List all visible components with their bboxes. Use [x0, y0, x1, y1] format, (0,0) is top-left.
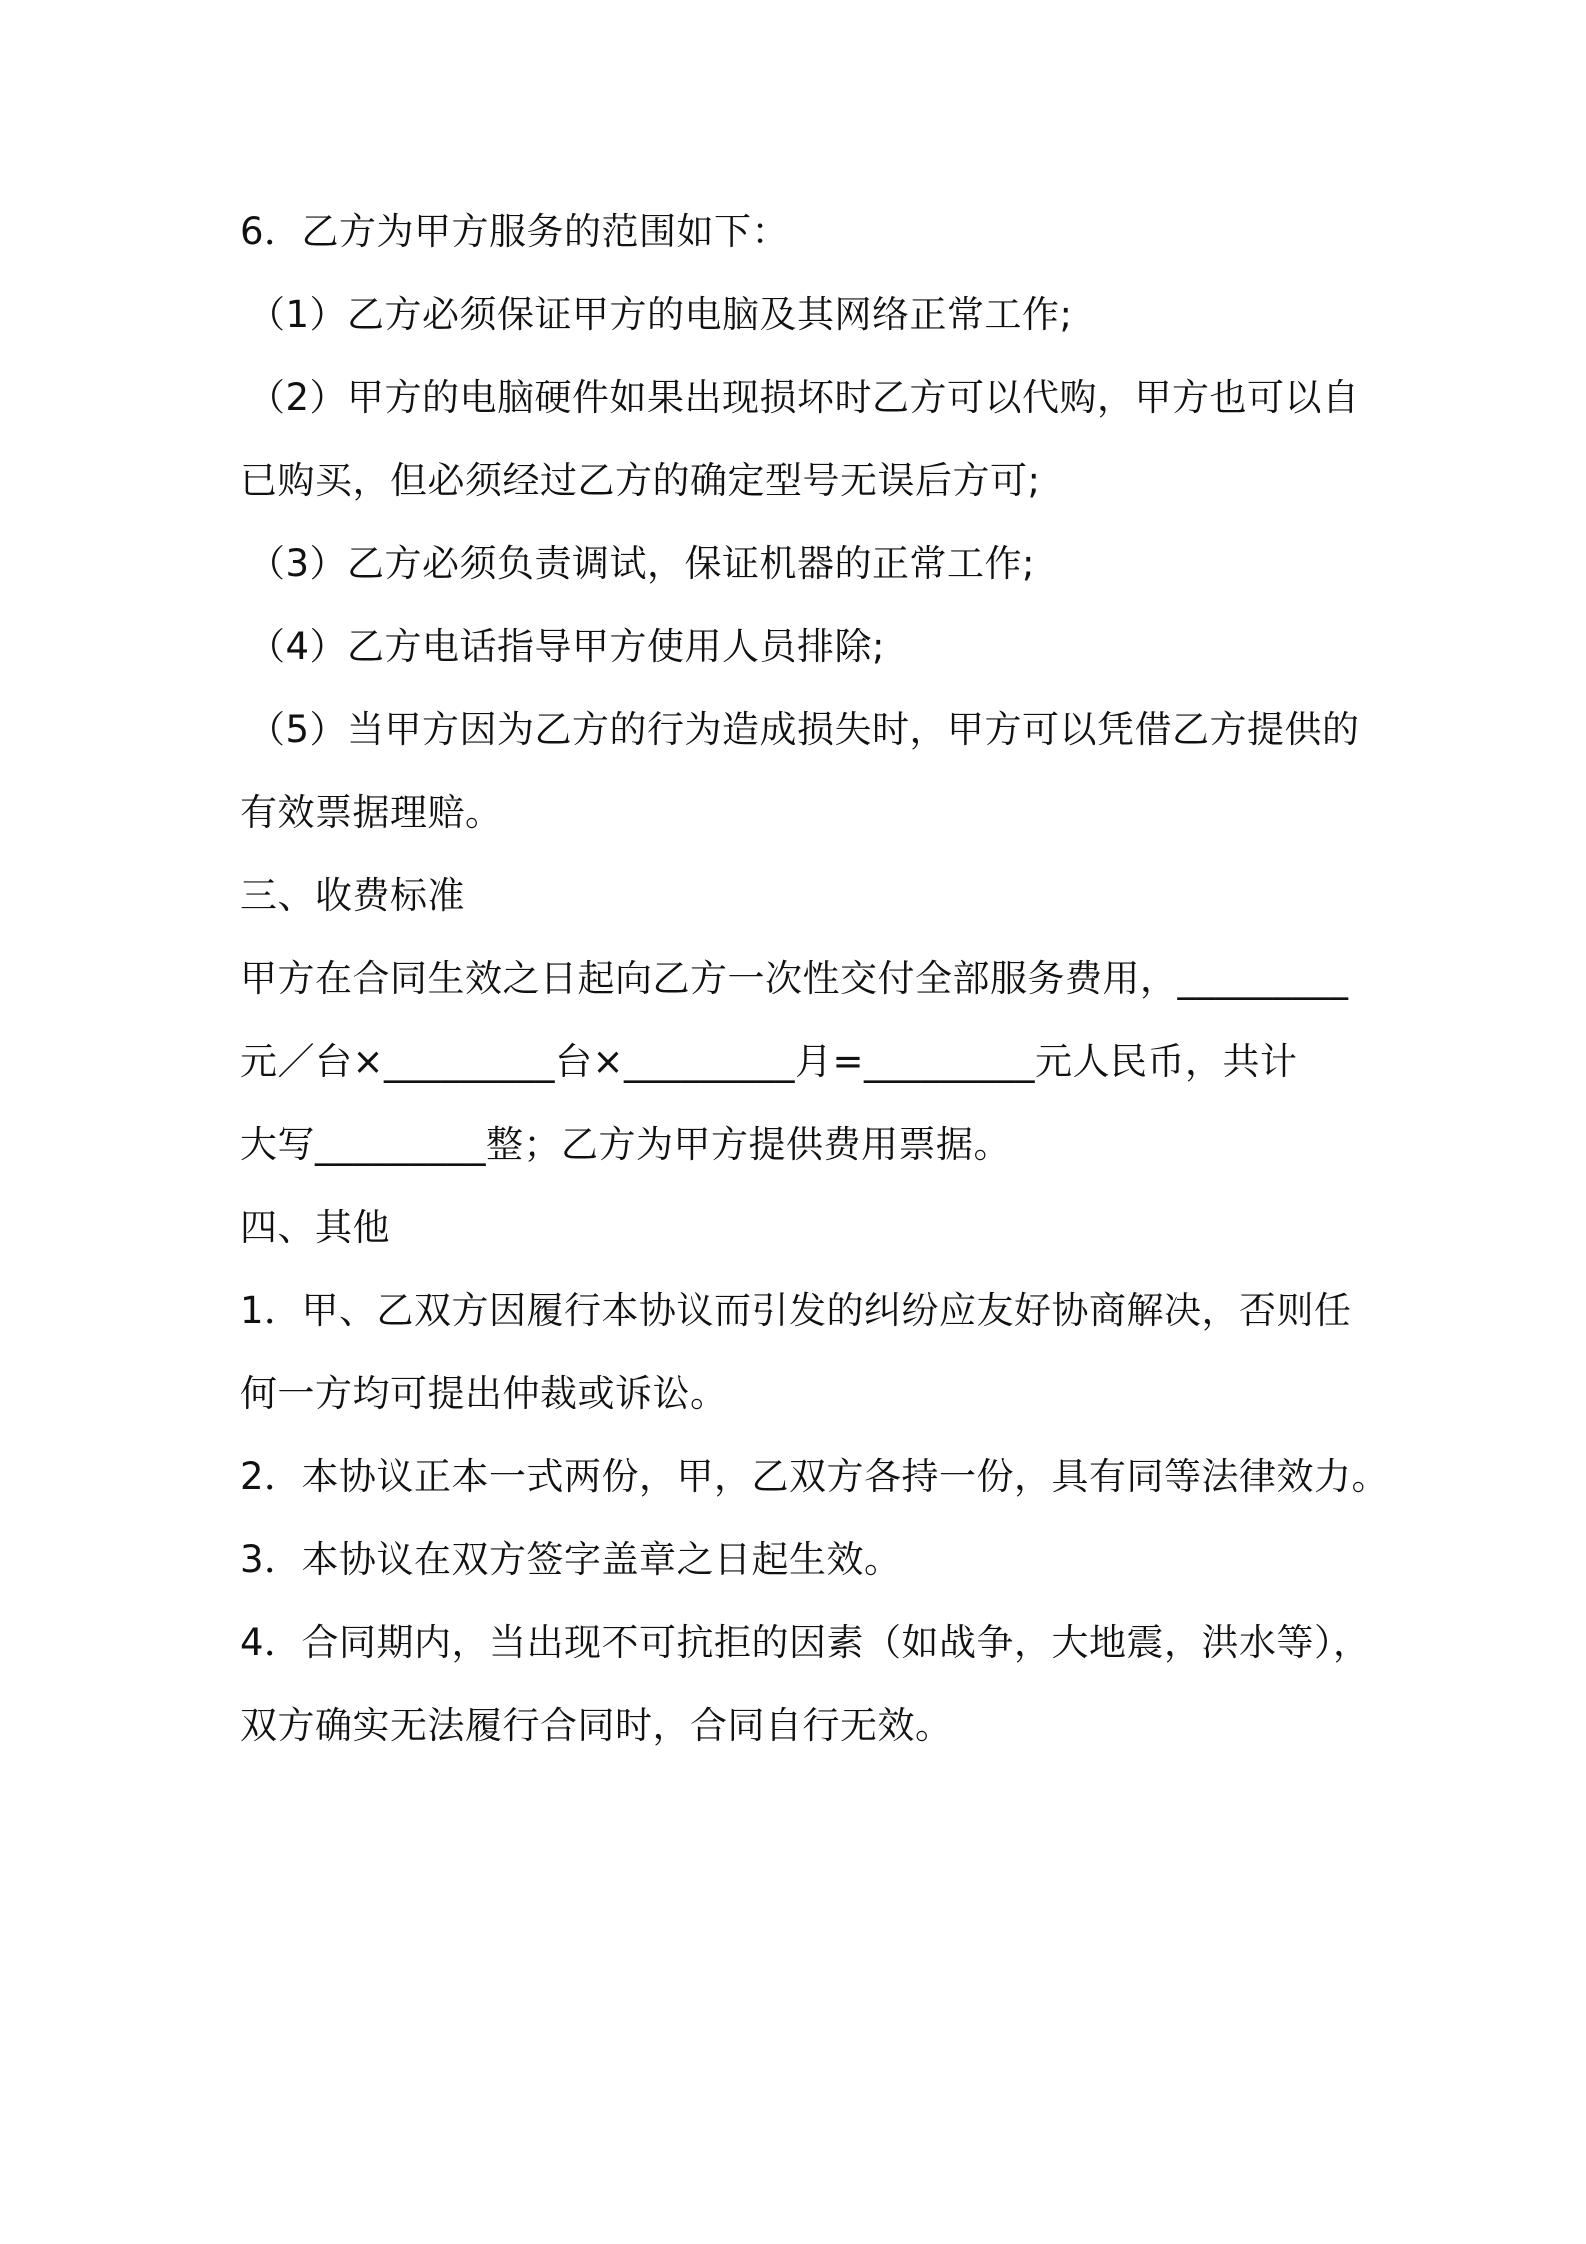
section-4-heading: 四、其他 [240, 1206, 390, 1249]
clause-6-item-2: （2）甲方的电脑硬件如果出现损坏时乙方可以代购，甲方也可以自 [248, 376, 1360, 419]
clause-6-item-5: （5）当甲方因为乙方的行为造成损失时，甲方可以凭借乙方提供的 [248, 708, 1360, 751]
other-clause-1: 1．甲、乙双方因履行本协议而引发的纠纷应友好协商解决，否则任 [240, 1289, 1352, 1332]
section-3-heading: 三、收费标准 [240, 874, 465, 917]
other-clause-2: 2．本协议正本一式两份，甲，乙双方各持一份，具有同等法律效力。 [240, 1455, 1390, 1498]
clause-6-item-5-continued: 有效票据理赔。 [240, 791, 503, 834]
clause-6-heading: 6．乙方为甲方服务的范围如下： [240, 210, 790, 253]
clause-6-item-2-continued: 已购买，但必须经过乙方的确定型号无误后方可; [240, 459, 1041, 502]
fee-paragraph-line-1: 甲方在合同生效之日起向乙方一次性交付全部服务费用，_________ [240, 957, 1349, 1000]
document-body [240, 190, 1390, 1767]
other-clause-1-continued: 何一方均可提出仲裁或诉讼。 [240, 1372, 728, 1415]
clause-6-item-1: （1）乙方必须保证甲方的电脑及其网络正常工作; [248, 293, 1073, 336]
fee-paragraph-line-3: 大写_________整；乙方为甲方提供费用票据。 [240, 1123, 1011, 1166]
other-clause-4-continued: 双方确实无法履行合同时，合同自行无效。 [240, 1704, 953, 1747]
clause-6-item-3: （3）乙方必须负责调试，保证机器的正常工作; [248, 542, 1036, 585]
other-clause-3: 3．本协议在双方签字盖章之日起生效。 [240, 1538, 902, 1581]
other-clause-4: 4．合同期内，当出现不可抗拒的因素（如战争，大地震，洪水等）， [240, 1621, 1371, 1664]
fee-paragraph-line-2: 元／台×_________台×_________月=_________元人民币，共计 [240, 1040, 1298, 1083]
clause-6-item-4: （4）乙方电话指导甲方使用人员排除; [248, 625, 886, 668]
